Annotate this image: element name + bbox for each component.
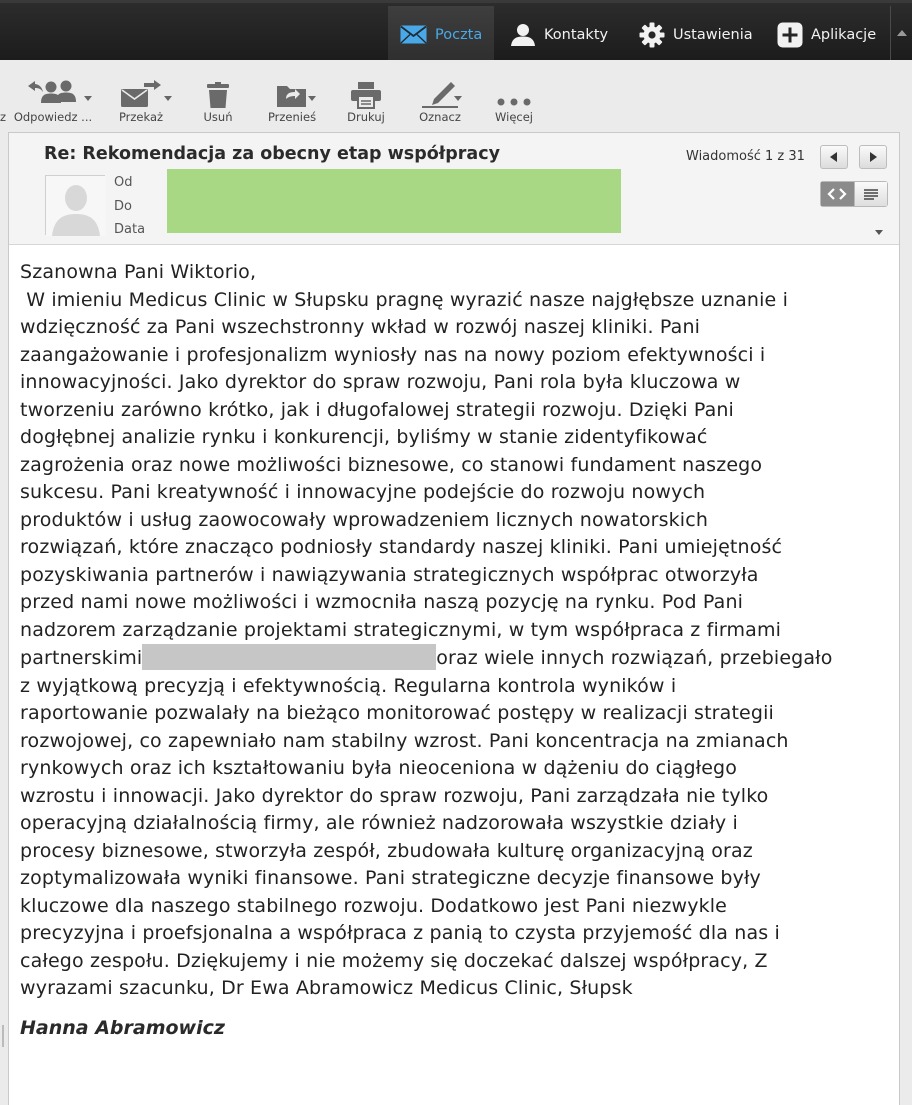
- delete-label: Usuń: [203, 110, 233, 124]
- more-label: Więcej: [495, 110, 533, 124]
- next-message-button[interactable]: [859, 145, 887, 169]
- body-line-redacted: [20, 644, 890, 673]
- body-line: produktów i usług zaowocowały wprowadzeniem licznych nowatorskich: [20, 508, 709, 531]
- tab-contacts[interactable]: [510, 6, 608, 63]
- body-line: rynkowych oraz ich kształtowaniu była nieoceniona w dążeniu do ciągłego: [20, 757, 738, 779]
- tab-mail[interactable]: [388, 6, 494, 63]
- body-line: nadzorem zarządzanie projektami strategicznymi, w tym współpraca z firmami: [20, 618, 782, 641]
- body-line: sukcesu. Pani kreatywność i innowacyjne podejście do rozwoju nowych: [20, 481, 706, 503]
- body-line: przed nami nowe możliwości i wzmocniła naszą pozycję na rynku. Pod Pani: [20, 591, 744, 613]
- code-icon: [829, 189, 845, 199]
- tab-apps[interactable]: [777, 6, 876, 63]
- more-button[interactable]: [484, 74, 544, 130]
- redacted-company-names: [142, 644, 436, 670]
- reply-all-label: z: [0, 110, 7, 124]
- redacted-line-end: oraz wiele innych rozwiązań, przebiegało: [436, 647, 833, 669]
- tab-mail-label: Poczta: [435, 26, 483, 43]
- chevron-up-icon: [897, 30, 907, 36]
- date-label: Data: [114, 222, 146, 237]
- body-line: raportowanie pozwalały na bieżąco monitorować postępy w realizacji strategii: [20, 702, 774, 724]
- tab-settings-label: Ustawienia: [673, 26, 753, 43]
- pen-flag-icon: [410, 74, 470, 108]
- printer-icon: [340, 74, 392, 108]
- forward-label: Przekaż: [118, 110, 164, 124]
- view-mode-toggle: [820, 181, 888, 207]
- envelope-icon: [400, 25, 427, 44]
- body-line: zagrożenia oraz nowe możliwości biznesowe, co stanowi fundament naszego: [20, 453, 763, 476]
- redacted-line-start: partnerskimi: [20, 647, 143, 669]
- redacted-sender-block: [167, 169, 621, 233]
- nav-scroll-up-button[interactable]: [890, 6, 912, 63]
- body-line: rozwiązań, które znacząco podniosły standardy naszej kliniki. Pani umiejętność: [20, 536, 783, 558]
- body-line: pozyskiwania partnerów i nawiązywania strategicznych współprac otworzyła: [20, 563, 759, 586]
- body-line: wzrostu i innowacji. Jako dyrektor do spraw rozwoju, Pani zarządzała nie tylko: [20, 784, 769, 807]
- html-view-button[interactable]: [821, 182, 854, 206]
- reply-people-icon: [10, 74, 96, 108]
- print-label: Drukuj: [347, 110, 385, 124]
- arrow-left-icon: [830, 152, 838, 162]
- tab-contacts-label: Kontakty: [544, 26, 609, 43]
- body-line: dogłębnej analizie rynku i konkurencji, byliśmy w stanie zidentyfikować: [20, 426, 708, 448]
- default-person-icon: [46, 176, 106, 236]
- tab-settings[interactable]: [639, 6, 753, 63]
- body-line: innowacyjności. Jako dyrektor do spraw rozwoju, Pani rola była kluczowa w: [20, 371, 741, 393]
- message-header: [9, 133, 899, 245]
- from-label: Od: [114, 175, 133, 190]
- body-line: operacyjną działalnością firmy, ale również nadzorowała wszystkie działy i: [20, 812, 738, 834]
- reply-button[interactable]: [10, 74, 96, 130]
- body-line: z wyjątkową precyzją i efektywnością. Regularna kontrola wyników i: [20, 674, 677, 697]
- move-folder-icon: [260, 74, 324, 108]
- flag-button[interactable]: [410, 74, 470, 130]
- message-view: [8, 132, 900, 1105]
- sender-avatar: [45, 175, 105, 235]
- body-line: kluczowe dla naszego stabilnego rozwoju. Dodatkowo jest Pani niezwykle: [20, 894, 728, 917]
- body-line: procesy biznesowe, stworzyła zespół, zbudowała kulturę organizacyjną oraz: [20, 839, 753, 862]
- tab-apps-label: Aplikacje: [811, 26, 877, 43]
- previous-message-button[interactable]: [820, 145, 848, 169]
- reply-label: Odpowiedz ...: [13, 110, 93, 124]
- text-lines-icon: [864, 189, 878, 200]
- body-line: wyrazami szacunku, Dr Ewa Abramowicz Medicus Clinic, Słupsk: [20, 977, 633, 999]
- body-line: całego zespołu. Dziękujemy i nie możemy się doczekać dalszej współpracy, Z: [20, 949, 768, 972]
- flag-label: Oznacz: [419, 110, 461, 124]
- plain-text-view-button[interactable]: [854, 182, 887, 206]
- plus-icon: [777, 22, 803, 48]
- body-line: zaangażowanie i profesjonalizm wyniosły nas na nowy poziom efektywności i: [20, 343, 766, 366]
- left-edge-marker: [2, 1025, 4, 1047]
- forward-button[interactable]: [110, 74, 172, 130]
- header-expand-caret-icon[interactable]: [875, 230, 883, 235]
- body-greeting: Szanowna Pani Wiktorio,: [20, 261, 257, 283]
- body-line: wdzięczność za Pani wszechstronny wkład w rozwój naszej kliniki. Pani: [20, 316, 701, 338]
- message-toolbar: [0, 60, 912, 132]
- body-line: W imieniu Medicus Clinic w Słupsku pragnę wyrazić nasze najgłębsze uznanie i: [20, 288, 789, 311]
- message-body: [20, 259, 890, 1003]
- trash-icon: [196, 74, 240, 108]
- body-line: precyzyjna i proefsjonalna a współpraca z panią to czysta przyjemość dla nas i: [20, 922, 780, 944]
- move-button[interactable]: [260, 74, 324, 130]
- delete-button[interactable]: [196, 74, 240, 130]
- reply-all-button-cut[interactable]: [0, 74, 8, 130]
- ellipsis-icon: [484, 74, 544, 108]
- person-icon: [510, 23, 536, 47]
- body-line: rozwojowej, co zapewniało nam stabilny wzrost. Pani koncentracja na zmianach: [20, 729, 789, 752]
- to-label: Do: [114, 199, 132, 214]
- arrow-right-icon: [869, 152, 877, 162]
- forward-mail-icon: [110, 74, 172, 108]
- message-counter: Wiadomość 1 z 31: [686, 149, 805, 164]
- signature: Hanna Abramowicz: [20, 1017, 225, 1039]
- top-navigation-bar: [0, 0, 912, 60]
- message-subject: Re: Rekomendacja za obecny etap współpracy: [44, 144, 501, 164]
- body-line: zoptymalizowała wyniki finansowe. Pani strategiczne decyzje finansowe były: [20, 867, 761, 889]
- move-label: Przenieś: [267, 110, 317, 124]
- print-button[interactable]: [340, 74, 392, 130]
- body-line: tworzeniu zarówno krótko, jak i długofalowej strategii rozwoju. Dzięki Pani: [20, 398, 734, 421]
- gear-icon: [639, 22, 665, 48]
